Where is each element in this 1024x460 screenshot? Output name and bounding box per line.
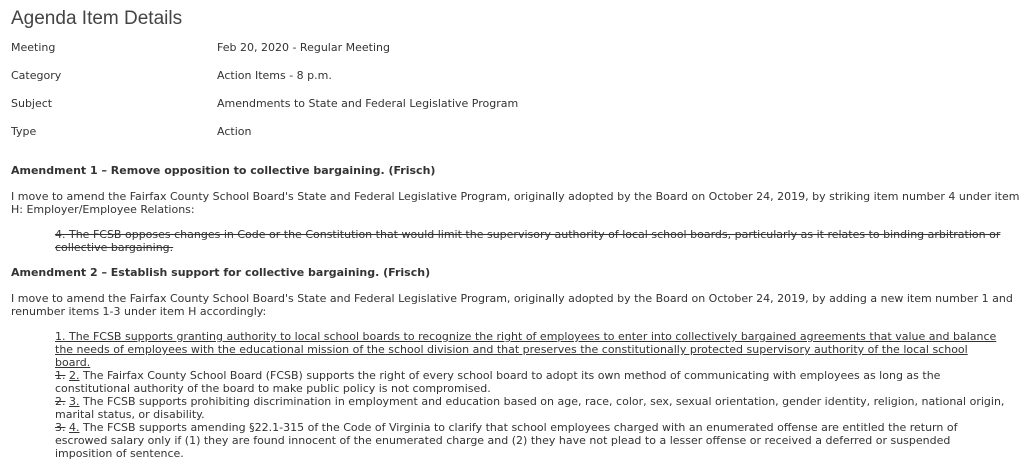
amendment-1-heading: Amendment 1 – Remove opposition to collective bargaining. (Frisch) [11,164,436,177]
amendment-1-motion: I move to amend the Fairfax County School Board's State and Federal Legislative Program, originally adopted by the Board on October 24, 2019, by striking item number 4 under item H: Employer/Employee Relations: [11,190,1020,216]
old-item-number: 2. [55,395,66,408]
amendment-1-struck-item: 4. The FCSB opposes changes in Code or the Constitution that would limit the supervisory authority of local school boards, particularly as it relates to binding arbitration or collective bargaining. [55,228,1001,254]
meta-row-meeting [11,41,1011,55]
amendment-2-item [55,395,1005,421]
new-item-number: 2. [69,369,80,382]
meta-value: Action Items - 8 p.m. [217,69,332,82]
meta-row-category [11,69,1011,83]
amendment-2-new-item: 1. The FCSB supports granting authority to local school boards to recognize the right of employees to enter into collectively bargained agreements that value and balance the needs of employees with the educational mission of the school division and that preserves the constitutionally protected supervisory authority of the local school board. [55,330,997,369]
meta-value: Action [217,125,252,138]
meta-value: Feb 20, 2020 - Regular Meeting [217,41,390,54]
amendment-2-items [55,330,1005,460]
meta-label: Subject [11,97,53,110]
new-item-number: 3. [69,395,80,408]
meta-label: Type [11,125,37,138]
page-title: Agenda Item Details [11,8,183,29]
meta-value: Amendments to State and Federal Legislative Program [217,97,519,110]
old-item-number: 1. [55,369,66,382]
amendment-2-item [55,421,1005,460]
item-text: The FCSB supports prohibiting discrimination in employment and education based on age, race, color, sex, sexual orientation, gender identity, religion, national origin, marital status, or disability. [55,395,1005,421]
meta-row-subject [11,97,1011,111]
amendment-2-heading: Amendment 2 – Establish support for collective bargaining. (Frisch) [11,266,431,279]
item-text: The Fairfax County School Board (FCSB) supports the right of every school board to adopt its own method of communicating with employees as long as the constitutional authority of the board to make public policy is not compromised. [55,369,941,395]
amendment-2-item [55,369,1005,395]
meta-label: Category [11,69,62,82]
new-item-number: 4. [69,421,80,434]
meta-label: Meeting [11,41,56,54]
item-text: The FCSB supports amending §22.1-315 of the Code of Virginia to clarify that school employees charged with an enumerated offense are entitled the return of escrowed salary only if (1) they are found innocent of the enumerated charge and (2) they have not plead to a lesser offense or received a deferred or suspended imposition of sentence. [55,421,958,460]
meta-row-type [11,125,1011,139]
amendment-2-motion: I move to amend the Fairfax County School Board's State and Federal Legislative Program, originally adopted by the Board on October 24, 2019, by adding a new item number 1 and renumber items 1-3 under item H accordingly: [11,292,1013,318]
old-item-number: 3. [55,421,66,434]
